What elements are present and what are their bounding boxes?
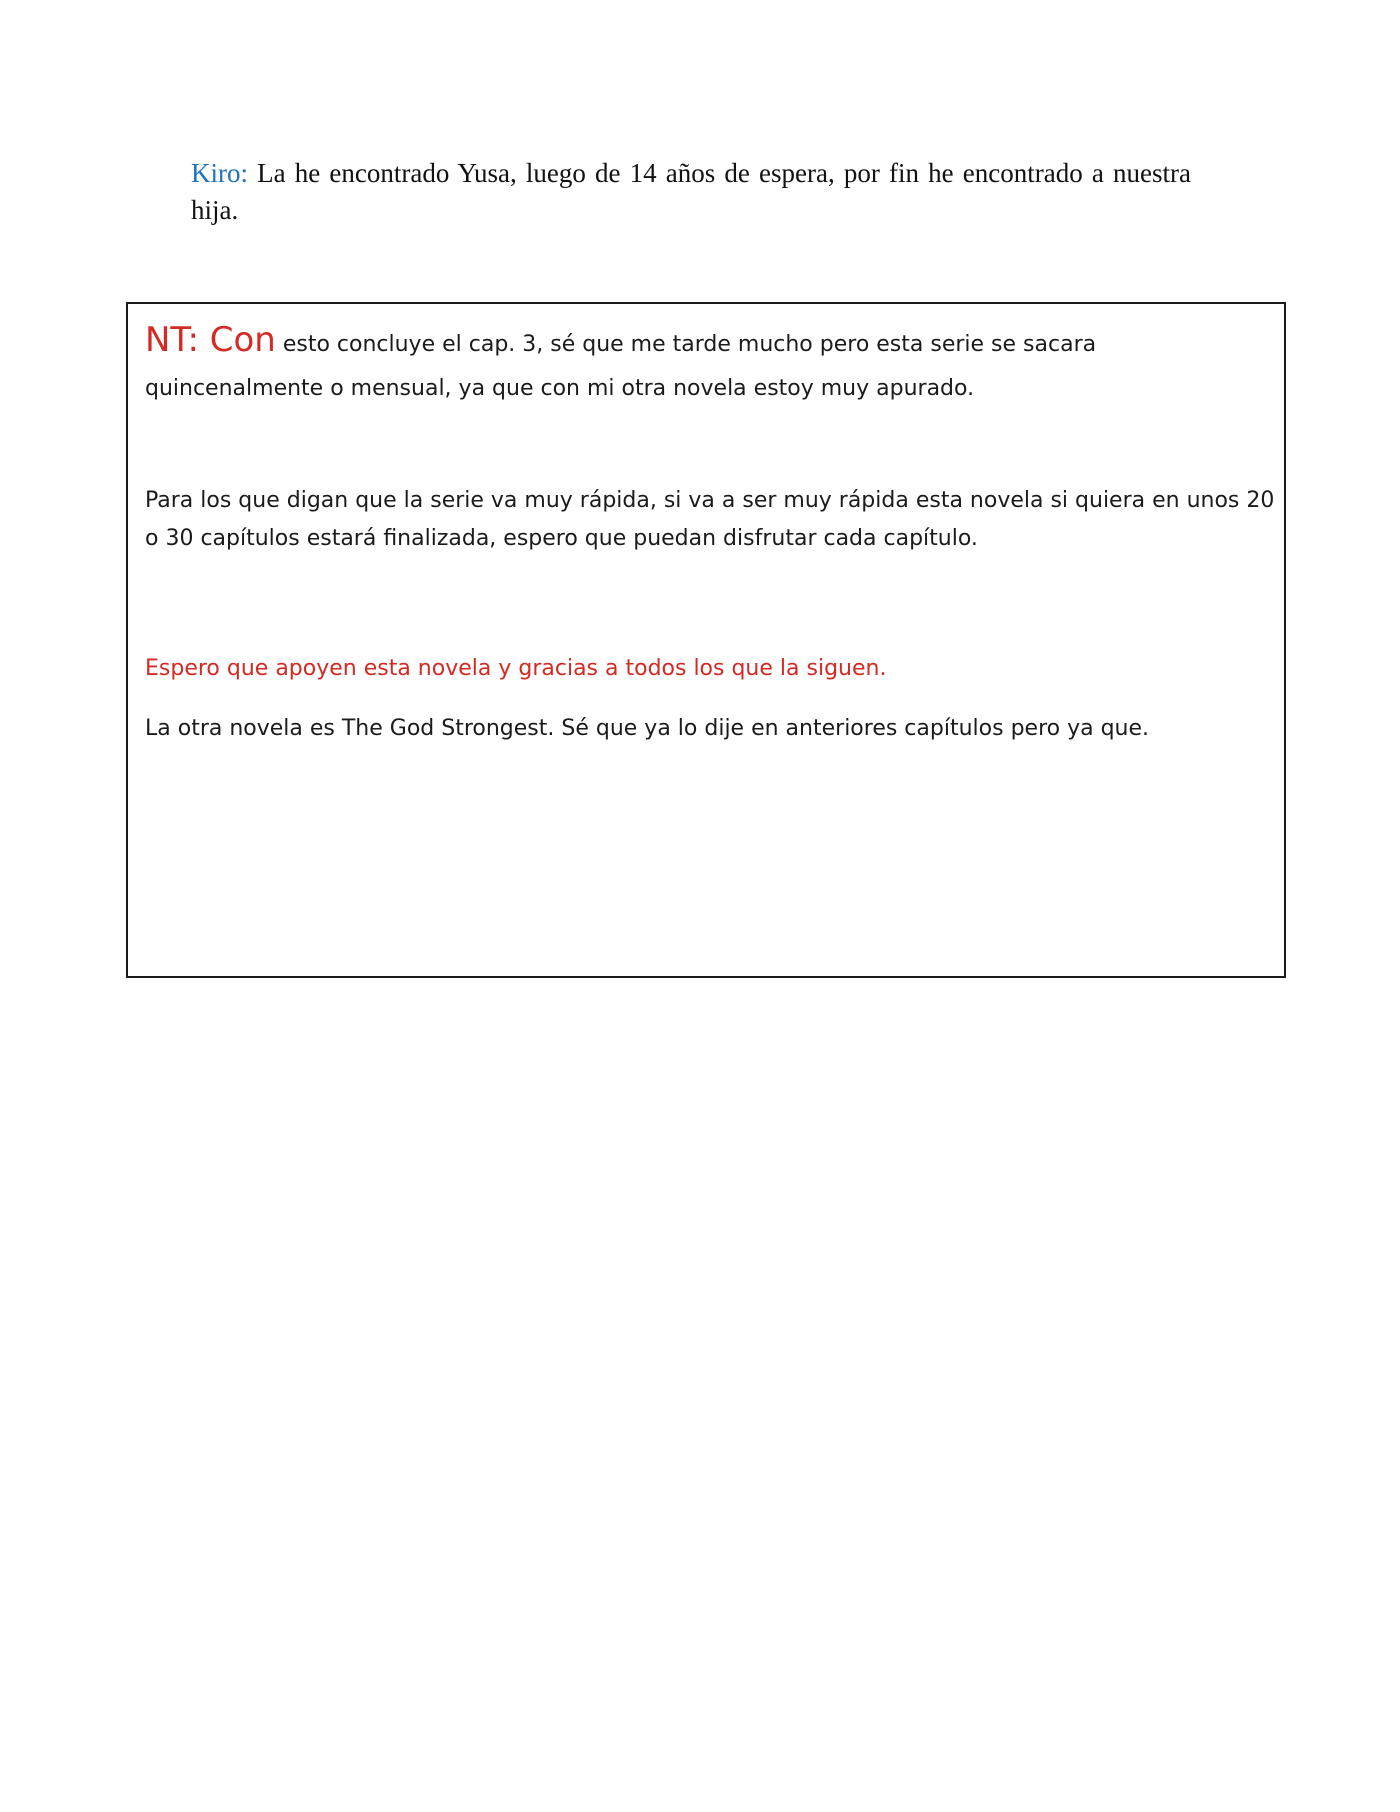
note-paragraph-2: Para los que digan que la serie va muy rápida, si va a ser muy rápida esta novela si quiera en unos 20 o 30 capítulos estará finalizada, espero que puedan disfrutar cada capítulo. bbox=[145, 488, 1275, 551]
note-paragraph-3-highlight: Espero que apoyen esta novela y gracias a todos los que la siguen. bbox=[145, 656, 887, 681]
note-paragraph-1-text: esto concluye el cap. 3, sé que me tarde mucho pero esta serie se sacara quincenalmente o mensual, ya que con mi otra novela estoy muy apurado. bbox=[145, 332, 1097, 401]
dialogue-text: La he encontrado Yusa, luego de 14 años de espera, por fin he encontrado a nuestra hija. bbox=[191, 158, 1191, 225]
note-label: NT: Con bbox=[145, 320, 276, 360]
speaker-name: Kiro: bbox=[191, 158, 248, 188]
note-paragraph-1 bbox=[145, 318, 1275, 411]
note-paragraph-4: La otra novela es The God Strongest. Sé que ya lo dije en anteriores capítulos pero ya que. bbox=[145, 716, 1150, 741]
dialogue-line bbox=[191, 155, 1191, 229]
translator-note-box bbox=[126, 302, 1286, 978]
translator-note-content bbox=[145, 318, 1275, 741]
